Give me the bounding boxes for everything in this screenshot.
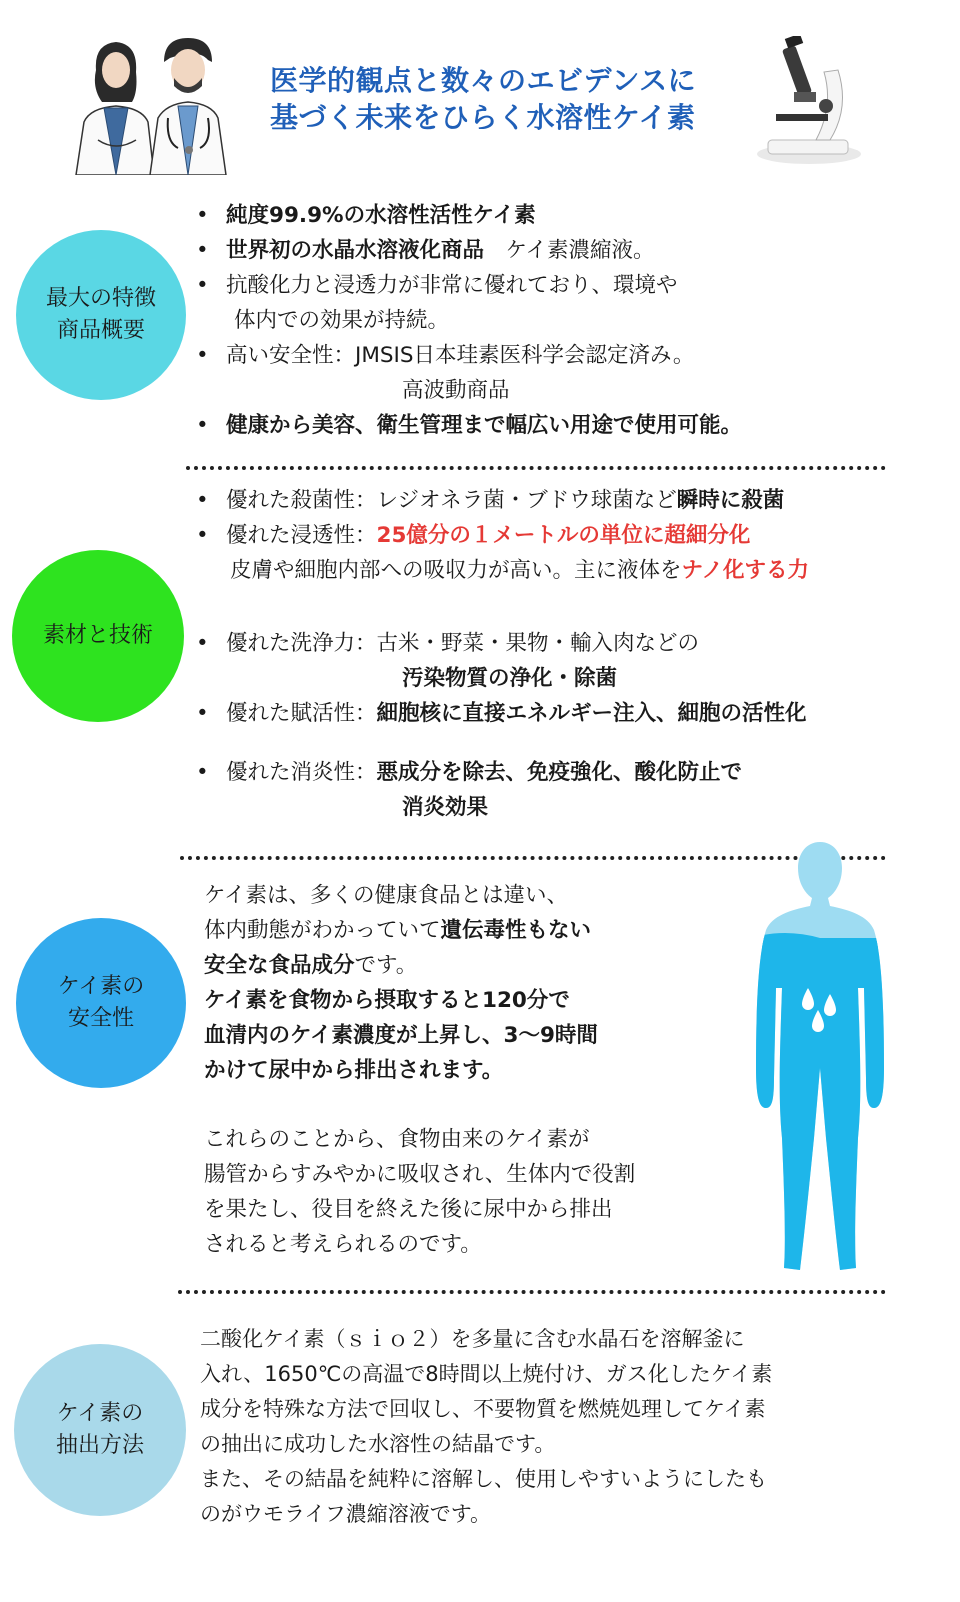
tech-5-cont-bold: 消炎効果 (402, 795, 489, 820)
feature-overview-label-line2: 商品概要 (56, 318, 145, 343)
bullet: • (196, 273, 209, 298)
list-item (188, 338, 908, 408)
feature-overview-circle (16, 230, 186, 400)
feature-2-text: ケイ素濃縮液。 (484, 238, 655, 263)
safety-text-line: されると考えられるのです。 (204, 1232, 482, 1257)
tech-list (188, 483, 928, 825)
extraction-text-line: 二酸化ケイ素（ｓｉｏ２）を多量に含む水晶石を溶解釜に (200, 1327, 745, 1351)
list-item (188, 408, 908, 443)
list-item (188, 755, 928, 825)
tech-3-text: 優れた洗浄力：古米・野菜・果物・輸入肉などの (226, 631, 700, 656)
bullet: • (196, 760, 209, 785)
safety-paragraph-1 (204, 878, 598, 1088)
feature-4-cont: 高波動商品 (402, 378, 510, 403)
safety-text-bold: 安全な食品成分 (204, 953, 355, 978)
section-divider (178, 1290, 886, 1294)
extraction-label-line1: ケイ素の (56, 1401, 144, 1426)
feature-3-text: 抗酸化力と浸透力が非常に優れており、環境や (226, 273, 678, 298)
page-title-line1: 医学的観点と数々のエビデンスに (270, 64, 697, 97)
safety-circle (16, 918, 186, 1088)
list-item (188, 198, 908, 233)
feature-5-bold: 健康から美容、衛生管理まで幅広い用途で使用可能。 (226, 413, 743, 438)
bullet: • (196, 413, 209, 438)
extraction-circle (14, 1344, 186, 1516)
bullet: • (196, 701, 209, 726)
human-body-water-illustration (750, 838, 890, 1278)
safety-text-line: 腸管からすみやかに吸収され、生体内で役割 (204, 1162, 636, 1187)
safety-text-line: 血清内のケイ素濃度が上昇し、3〜9時間 (204, 1023, 598, 1048)
tech-4-bold: 細胞核に直接エネルギー注入、細胞の活性化 (376, 701, 807, 726)
safety-text-run: 体内動態がわかっていて (204, 918, 441, 943)
material-tech-label: 素材と技術 (42, 623, 153, 648)
material-tech-circle (12, 550, 184, 722)
bullet: • (196, 631, 209, 656)
list-item (188, 626, 928, 696)
safety-text-run: です。 (354, 953, 418, 978)
tech-4-text: 優れた賦活性： (226, 701, 377, 726)
feature-1-bold: 純度99.9%の水溶性活性ケイ素 (226, 203, 536, 228)
doctors-illustration (66, 30, 236, 175)
tech-3-cont-bold: 汚染物質の浄化・除菌 (402, 666, 618, 691)
extraction-text-line: 成分を特殊な方法で回収し、不要物質を燃焼処理してケイ素 (200, 1397, 766, 1421)
feature-list (188, 198, 908, 443)
feature-2-bold: 世界初の水晶水溶液化商品 (226, 238, 485, 263)
extraction-text-line: の抽出に成功した水溶性の結晶です。 (200, 1432, 556, 1456)
list-item (188, 268, 908, 338)
tech-5-bold: 悪成分を除去、免疫強化、酸化防止で (376, 760, 743, 785)
feature-3-cont: 体内での効果が持続。 (234, 308, 450, 333)
tech-2-cont-text: 皮膚や細胞内部への吸収力が高い。主に液体を (230, 558, 682, 583)
tech-2-red: 25億分の１メートルの単位に超細分化 (376, 523, 751, 548)
safety-text-line: ケイ素は、多くの健康食品とは違い、 (204, 883, 568, 908)
bullet: • (196, 343, 209, 368)
page-title-line2: 基づく未来をひらく水溶性ケイ素 (270, 101, 696, 134)
feature-overview-label-line1: 最大の特徴 (45, 286, 156, 311)
list-item (188, 518, 928, 588)
safety-text-line: ケイ素を食物から摂取すると120分で (204, 988, 570, 1013)
list-item (188, 233, 908, 268)
safety-text-line (204, 948, 598, 983)
safety-text-bold: 遺伝毒性もない (440, 918, 592, 943)
page-title (270, 62, 750, 136)
extraction-text-line: また、その結晶を純粋に溶解し、使用しやすいようにしたも (200, 1467, 767, 1491)
tech-1-bold: 瞬時に殺菌 (676, 488, 785, 513)
safety-label-line2: 安全性 (67, 1006, 134, 1031)
extraction-text-line: 入れ、1650℃の高温で8時間以上焼付け、ガス化したケイ素 (200, 1362, 773, 1386)
tech-1-text: 優れた殺菌性：レジオネラ菌・ブドウ球菌など (226, 488, 677, 513)
safety-text-line (204, 913, 598, 948)
tech-2-cont-red: ナノ化する力 (681, 558, 810, 583)
extraction-text-line: のがウモライフ濃縮溶液です。 (200, 1502, 492, 1526)
microscope-icon (754, 36, 864, 166)
list-item (188, 483, 928, 518)
safety-text-line: これらのことから、食物由来のケイ素が (204, 1127, 590, 1152)
safety-text-line: かけて尿中から排出されます。 (204, 1058, 504, 1083)
feature-4-text: 高い安全性：JMSIS日本珪素医科学会認定済み。 (226, 343, 695, 368)
section-divider (186, 466, 886, 470)
tech-5-text: 優れた消炎性： (226, 760, 377, 785)
tech-2-text: 優れた浸透性： (226, 523, 377, 548)
bullet: • (196, 203, 209, 228)
safety-paragraph-2 (204, 1122, 635, 1262)
bullet: • (196, 488, 209, 513)
bullet: • (196, 523, 209, 548)
extraction-label-line2: 抽出方法 (55, 1433, 144, 1458)
list-item (188, 696, 928, 731)
safety-label-line1: ケイ素の (57, 974, 145, 999)
safety-text-line: を果たし、役目を終えた後に尿中から排出 (204, 1197, 613, 1222)
bullet: • (196, 238, 209, 263)
extraction-paragraph (200, 1322, 772, 1532)
